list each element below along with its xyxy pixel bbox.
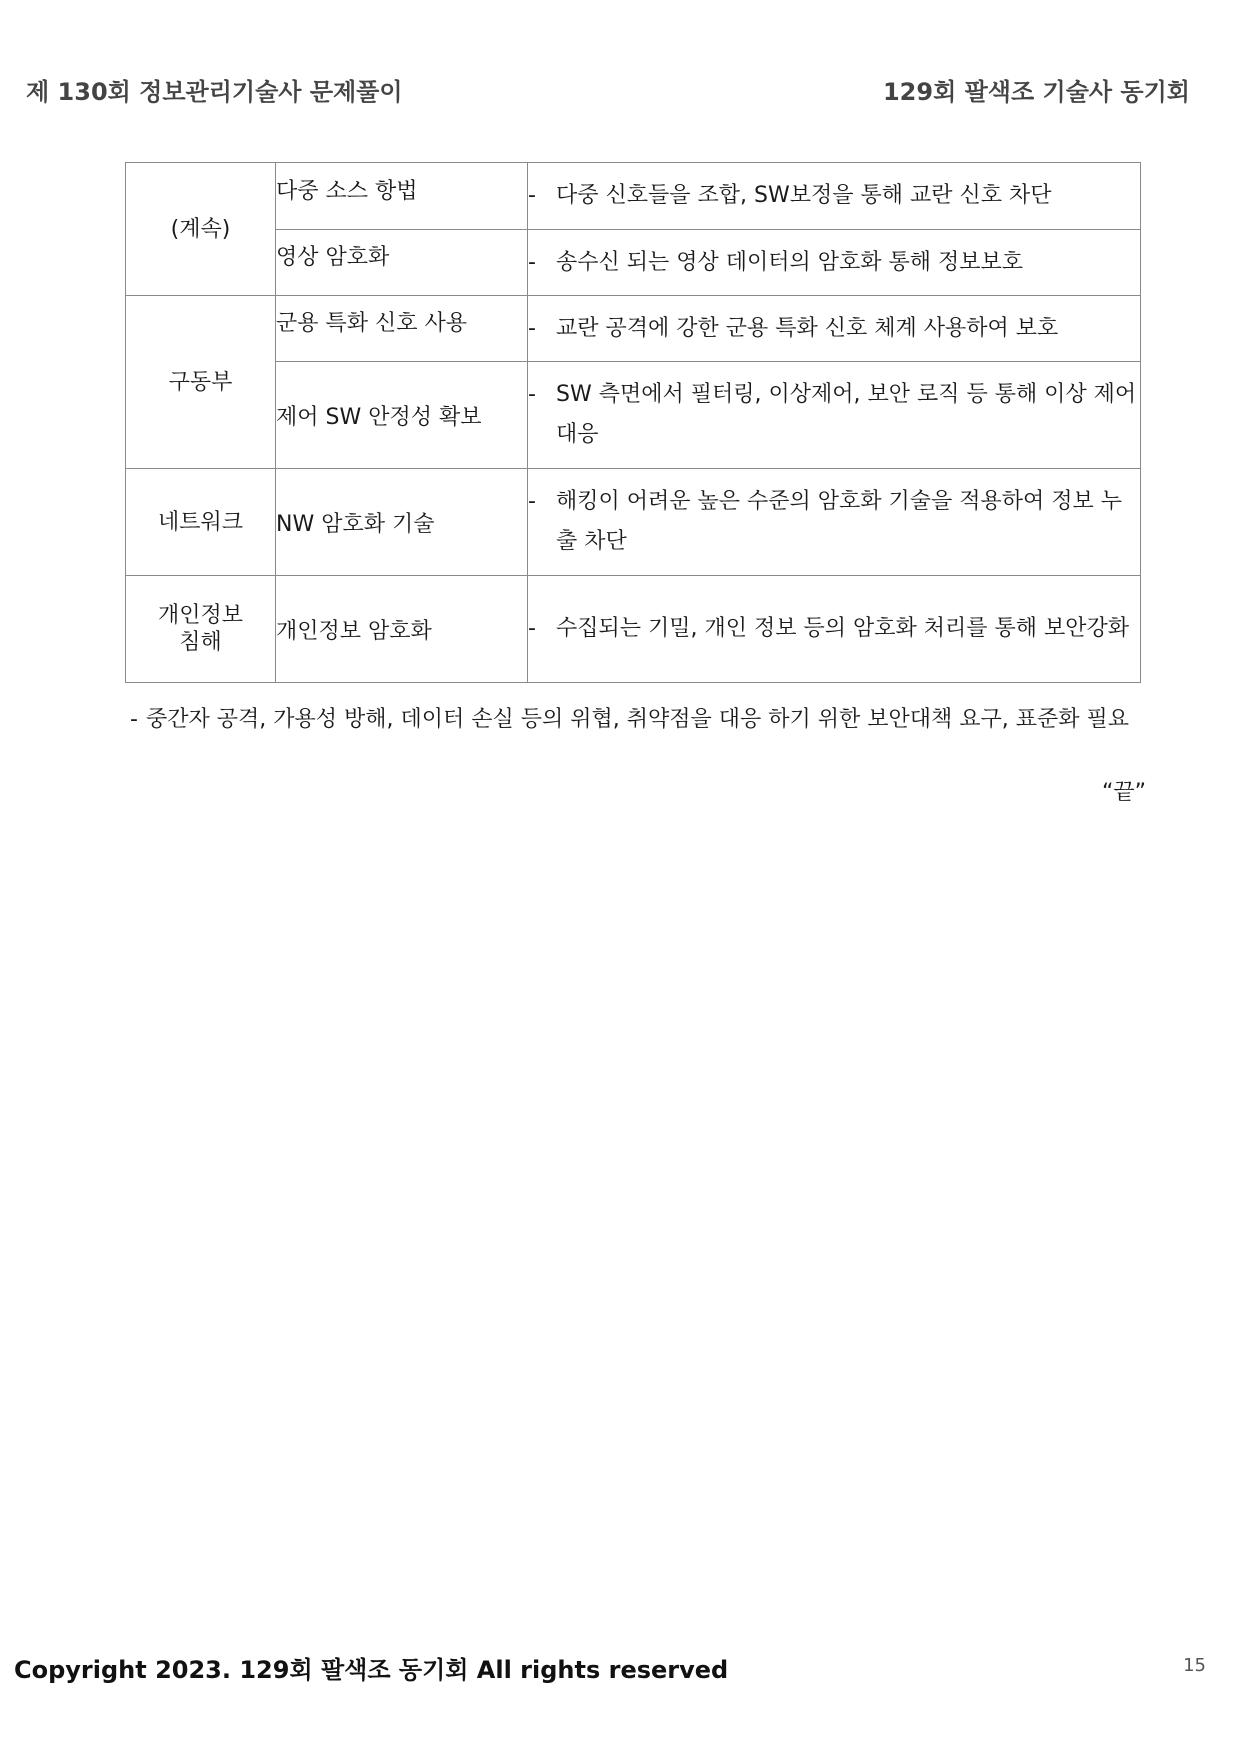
desc-cell: - 해킹이 어려운 높은 수준의 암호화 기술을 적용하여 정보 누출 차단: [528, 469, 1141, 576]
table-row: [126, 362, 1141, 469]
desc-cell: - 교란 공격에 강한 군용 특화 신호 체계 사용하여 보호: [528, 296, 1141, 362]
summary-note: - 중간자 공격, 가용성 방해, 데이터 손실 등의 위협, 취약점을 대응 하기 위한 보안대책 요구, 표준화 필요: [130, 700, 1130, 740]
item-label: 군용 특화 신호 사용: [276, 311, 467, 336]
table-row: [126, 469, 1141, 576]
item-cell: 개인정보 암호화: [276, 576, 528, 683]
header-right-title: 129회 팔색조 기술사 동기회: [882, 78, 1190, 106]
item-cell: [276, 163, 528, 230]
desc-cell: - 송수신 되는 영상 데이터의 암호화 통해 정보보호: [528, 230, 1141, 296]
table-row: [126, 163, 1141, 230]
desc-text: 해킹이 어려운 높은 수준의 암호화 기술을 적용하여 정보 누출 차단: [556, 489, 1122, 554]
desc-cell: - 다중 신호들을 조합, SW보정을 통해 교란 신호 차단: [528, 163, 1141, 230]
copyright: Copyright 2023. 129회 팔색조 동기회 All rights reserved: [14, 1656, 729, 1684]
item-cell: NW 암호화 기술: [276, 469, 528, 576]
table-row: [126, 230, 1141, 296]
item-label: 다중 소스 항법: [276, 178, 418, 204]
category-line: 개인정보: [157, 603, 243, 628]
desc-text: 다중 신호들을 조합, SW보정을 통해 교란 신호 차단: [556, 183, 1052, 208]
category-cell: (계속): [126, 163, 276, 296]
end-mark: “끝”: [1101, 780, 1146, 805]
desc-cell: - 수집되는 기밀, 개인 정보 등의 암호화 처리를 통해 보안강화: [528, 576, 1141, 683]
page-number: 15: [1183, 1655, 1206, 1676]
desc-text: SW 측면에서 필터링, 이상제어, 보안 로직 등 통해 이상 제어 대응: [556, 382, 1137, 447]
header-left-title: 제 130회 정보관리기술사 문제풀이: [26, 78, 403, 106]
content-table: [125, 162, 1141, 683]
table-row: [126, 296, 1141, 362]
item-label: 영상 암호화: [276, 245, 390, 270]
item-cell: [276, 296, 528, 362]
summary-note-text: 중간자 공격, 가용성 방해, 데이터 손실 등의 위협, 취약점을 대응 하기 위한 보안대책 요구, 표준화 필요: [146, 707, 1129, 732]
category-cell: 네트워크: [126, 469, 276, 576]
desc-text: 수집되는 기밀, 개인 정보 등의 암호화 처리를 통해 보안강화: [556, 616, 1129, 641]
category-line: 침해: [179, 630, 222, 655]
table-row: [126, 576, 1141, 683]
item-cell: 제어 SW 안정성 확보: [276, 362, 528, 469]
desc-text: 교란 공격에 강한 군용 특화 신호 체계 사용하여 보호: [556, 315, 1059, 341]
desc-cell: - SW 측면에서 필터링, 이상제어, 보안 로직 등 통해 이상 제어 대응: [528, 362, 1141, 469]
category-cell: 구동부: [126, 296, 276, 469]
item-cell: [276, 230, 528, 296]
desc-text: 송수신 되는 영상 데이터의 암호화 통해 정보보호: [556, 249, 1024, 275]
category-cell: [126, 576, 276, 683]
